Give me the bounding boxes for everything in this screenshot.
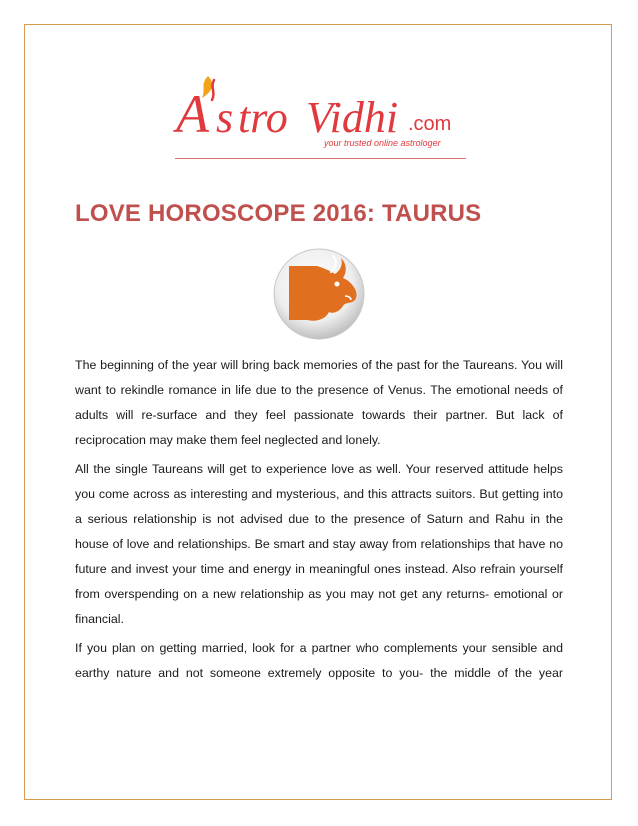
logo-tagline: your trusted online astrologer (324, 138, 441, 148)
taurus-bull-icon (271, 246, 367, 342)
logo-word-com: .com (408, 113, 452, 135)
astrovidhi-logo (172, 70, 468, 160)
logo-letter-s: s (216, 93, 234, 142)
paragraph: The beginning of the year will bring back memories of the past for the Taureans. You will want to rekindle romance in life due to the presence of Venus. The emotional needs of adults will re-surface and they feel passionate towards their partner. But lack of reciprocation may make them feel neglected and lonely. (75, 358, 563, 447)
logo-divider (175, 158, 466, 159)
logo-word-tro: tro (238, 93, 288, 142)
paragraph: All the single Taureans will get to experience love as well. Your reserved attitude helps you come across as interesting and mysterious, and this attracts suitors. But getting into a serious relationship is not advised due to the presence of Saturn and Rahu in the house of love and relationships. Be smart and stay away from relationships that have no future and invest your time and energy in meaningful ones instead. Also refrain yourself from overspending on a new relationship as you may not get any returns- emotional or financial. (75, 462, 563, 626)
logo-word-vidhi: Vidhi (306, 93, 399, 142)
page-title: LOVE HOROSCOPE 2016: TAURUS (75, 200, 482, 227)
article-body (75, 353, 563, 690)
paragraph: If you plan on getting married, look for a partner who complements your sensible and earthy nature and not someone extremely opposite to you- the middle of the year (75, 641, 563, 680)
logo-letter-a: A (176, 84, 209, 144)
